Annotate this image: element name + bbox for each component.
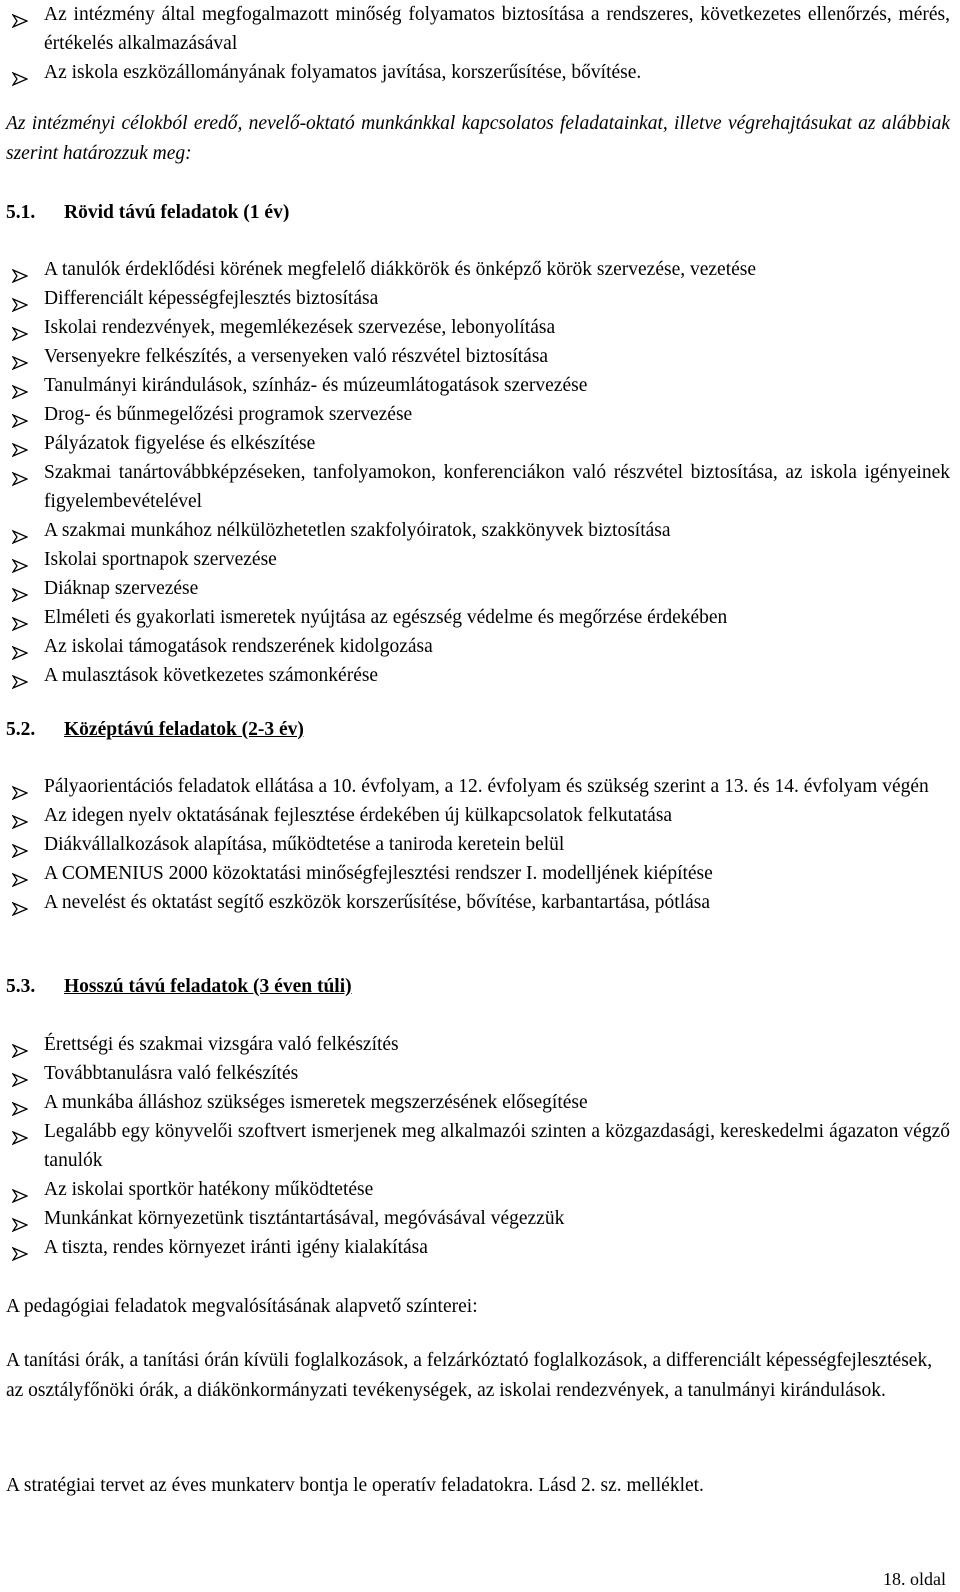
section-2-heading <box>6 715 950 744</box>
section-3-heading <box>6 972 950 1001</box>
list-item-text: A mulasztások következetes számonkérése <box>44 665 379 686</box>
section-1-number: 5.1. <box>6 202 36 223</box>
venues-title: A pedagógiai feladatok megvalósításának alapvető színterei: <box>6 1296 478 1317</box>
list-item-text: A tiszta, rendes környezet iránti igény kialakítása <box>44 1237 428 1258</box>
arrow-bullet-icon <box>12 640 28 654</box>
list-item-text: Az iskola eszközállományának folyamatos javítása, korszerűsítése, bővítése. <box>44 62 642 83</box>
arrow-bullet-icon <box>12 8 28 22</box>
list-item-text: Munkánkat környezetünk tisztántartásával, megóvásával végezzük <box>44 1208 565 1229</box>
arrow-bullet-icon <box>12 1241 28 1255</box>
arrow-bullet-icon <box>12 867 28 881</box>
intro-bullet-list <box>6 0 950 87</box>
section-2-title: Középtávú feladatok (2-3 év) <box>64 719 304 740</box>
list-item <box>6 342 950 371</box>
list-item-text: Az iskolai sportkör hatékony működtetése <box>44 1179 374 1200</box>
list-item-text: Drog- és bűnmegelőzési programok szervezése <box>44 404 413 425</box>
list-item-text: Az idegen nyelv oktatásának fejlesztése érdekében új külkapcsolatok felkutatása <box>44 805 673 826</box>
list-item <box>6 516 950 545</box>
list-item <box>6 1233 950 1262</box>
list-item <box>6 859 950 888</box>
arrow-bullet-icon <box>12 524 28 538</box>
list-item <box>6 255 950 284</box>
section-3-list <box>6 1030 950 1262</box>
list-item <box>6 830 950 859</box>
list-item-text: Elméleti és gyakorlati ismeretek nyújtása az egészség védelme és megőrzése érdekében <box>44 607 728 628</box>
arrow-bullet-icon <box>12 437 28 451</box>
list-item <box>6 1059 950 1088</box>
arrow-bullet-icon <box>12 1038 28 1052</box>
list-item-text: A tanulók érdeklődési körének megfelelő diákkörök és önképző körök szervezése, vezetése <box>44 259 757 280</box>
arrow-bullet-icon <box>12 809 28 823</box>
venues-paragraph: A tanítási órák, a tanítási órán kívüli foglalkozások, a felzárkóztató foglalkozások, a differenciált képességfejlesztések, az osztályfőnöki órák, a diákönkormányzati tevékenységek, az iskolai rendezvények, a tanulmányi kirándulások. <box>6 1350 933 1401</box>
section-1-list <box>6 255 950 690</box>
list-item <box>6 0 950 58</box>
arrow-bullet-icon <box>12 1212 28 1226</box>
italic-intro-paragraph: Az intézményi célokból eredő, nevelő-oktató munkánkkal kapcsolatos feladatainkat, illetve végrehajtásukat az alábbiak szerint határozzuk meg: <box>6 113 950 164</box>
section-1-title: Rövid távú feladatok (1 év) <box>64 202 290 223</box>
list-item <box>6 1175 950 1204</box>
arrow-bullet-icon <box>12 1096 28 1110</box>
list-item <box>6 313 950 342</box>
arrow-bullet-icon <box>12 350 28 364</box>
list-item-text: Az intézmény által megfogalmazott minőség folyamatos biztosítása a rendszeres, következetes ellenőrzés, mérés, értékelés alkalmazásával <box>44 4 950 54</box>
list-item <box>6 1088 950 1117</box>
list-item-text: Legalább egy könyvelői szoftvert ismerjenek meg alkalmazói szinten a közgazdasági, kereskedelmi ágazaton végző tanulók <box>44 1121 950 1171</box>
list-item-text: Differenciált képességfejlesztés biztosítása <box>44 288 379 309</box>
arrow-bullet-icon <box>12 466 28 480</box>
list-item-text: Versenyekre felkészítés, a versenyeken való részvétel biztosítása <box>44 346 549 367</box>
list-item-text: Pályaorientációs feladatok ellátása a 10. évfolyam, a 12. évfolyam és szükség szerint a 13. és 14. évfolyam végén <box>44 776 929 797</box>
arrow-bullet-icon <box>12 780 28 794</box>
list-item <box>6 661 950 690</box>
arrow-bullet-icon <box>12 669 28 683</box>
arrow-bullet-icon <box>12 321 28 335</box>
list-item-text: Pályázatok figyelése és elkészítése <box>44 433 316 454</box>
list-item-text: A nevelést és oktatást segítő eszközök korszerűsítése, bővítése, karbantartása, pótlása <box>44 892 711 913</box>
arrow-bullet-icon <box>12 582 28 596</box>
list-item-text: A munkába álláshoz szükséges ismeretek megszerzésének elősegítése <box>44 1092 588 1113</box>
strategy-paragraph: A stratégiai tervet az éves munkaterv bontja le operatív feladatokra. Lásd 2. sz. melléklet. <box>6 1475 704 1496</box>
list-item <box>6 458 950 516</box>
list-item <box>6 888 950 917</box>
list-item-text: Az iskolai támogatások rendszerének kidolgozása <box>44 636 433 657</box>
list-item-text: A COMENIUS 2000 közoktatási minőségfejlesztési rendszer I. modelljének kiépítése <box>44 863 713 884</box>
list-item-text: Szakmai tanártovábbképzéseken, tanfolyamokon, konferenciákon való részvétel biztosítása, az iskola igényeinek figyelembevételével <box>44 462 950 512</box>
arrow-bullet-icon <box>12 1183 28 1197</box>
arrow-bullet-icon <box>12 553 28 567</box>
list-item-text: Iskolai sportnapok szervezése <box>44 549 277 570</box>
list-item-text: Tanulmányi kirándulások, színház- és múzeumlátogatások szervezése <box>44 375 588 396</box>
list-item <box>6 58 950 87</box>
section-3-title: Hosszú távú feladatok (3 éven túli) <box>64 976 352 997</box>
list-item <box>6 1030 950 1059</box>
list-item <box>6 545 950 574</box>
list-item <box>6 429 950 458</box>
section-3-number: 5.3. <box>6 976 36 997</box>
arrow-bullet-icon <box>12 1125 28 1139</box>
list-item <box>6 574 950 603</box>
list-item <box>6 284 950 313</box>
list-item-text: Továbbtanulásra való felkészítés <box>44 1063 299 1084</box>
section-2-number: 5.2. <box>6 719 36 740</box>
arrow-bullet-icon <box>12 292 28 306</box>
list-item-text: Diákvállalkozások alapítása, működtetése a taniroda keretein belül <box>44 834 565 855</box>
list-item <box>6 772 950 801</box>
list-item <box>6 1204 950 1233</box>
arrow-bullet-icon <box>12 1067 28 1081</box>
list-item <box>6 632 950 661</box>
list-item <box>6 400 950 429</box>
list-item <box>6 371 950 400</box>
list-item-text: A szakmai munkához nélkülözhetetlen szakfolyóiratok, szakkönyvek biztosítása <box>44 520 671 541</box>
list-item-text: Iskolai rendezvények, megemlékezések szervezése, lebonyolítása <box>44 317 556 338</box>
arrow-bullet-icon <box>12 408 28 422</box>
list-item-text: Diáknap szervezése <box>44 578 199 599</box>
list-item-text: Érettségi és szakmai vizsgára való felkészítés <box>44 1034 399 1055</box>
list-item <box>6 801 950 830</box>
arrow-bullet-icon <box>12 838 28 852</box>
arrow-bullet-icon <box>12 66 28 80</box>
list-item <box>6 1117 950 1175</box>
page-number: 18. oldal <box>883 1569 946 1589</box>
arrow-bullet-icon <box>12 263 28 277</box>
arrow-bullet-icon <box>12 379 28 393</box>
arrow-bullet-icon <box>12 611 28 625</box>
section-1-heading <box>6 198 950 227</box>
section-2-list <box>6 772 950 917</box>
list-item <box>6 603 950 632</box>
arrow-bullet-icon <box>12 896 28 910</box>
